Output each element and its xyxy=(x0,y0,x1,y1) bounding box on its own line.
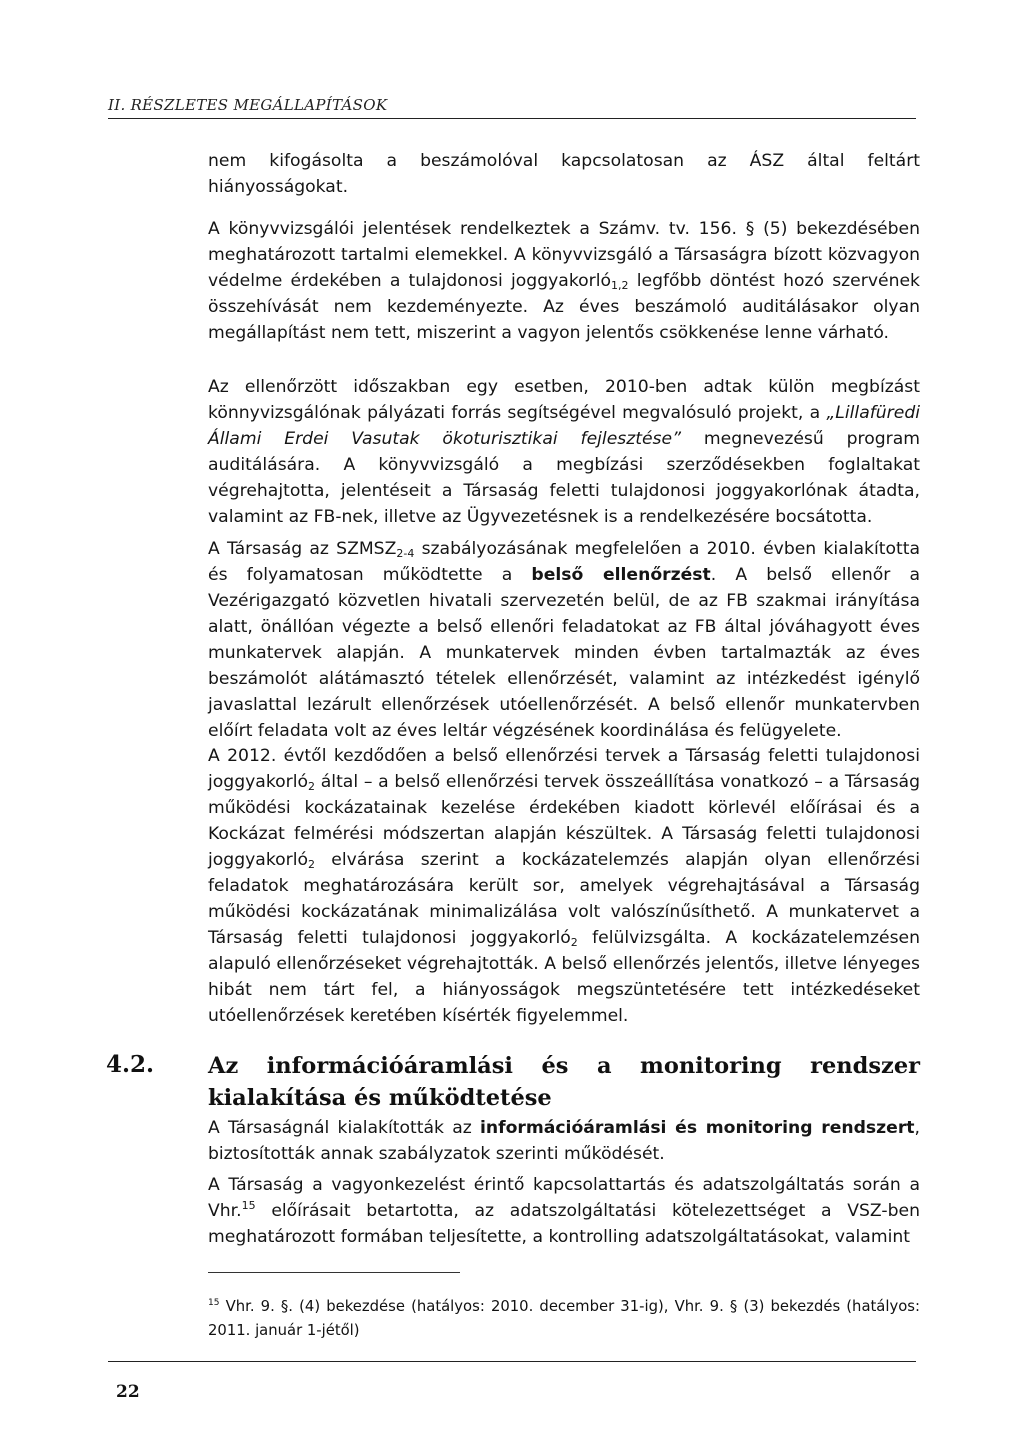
paragraph-text: legfőbb döntést hozó szervének összehívását nem kezdeményezte. Az éves beszámoló auditálásakor olyan megállapítást nem tett, miszerint a vagyon jelentős csökkenése lenne várható. xyxy=(208,271,920,343)
footnote-text: Vhr. 9. §. (4) bekezdése (hatályos: 2010. december 31-ig), Vhr. 9. § (3) bekezdés (hatályos: 2011. január 1-jétől) xyxy=(208,1298,920,1339)
project-name: „Lillafüredi Állami Erdei Vasutak ökoturisztikai fejlesztése” xyxy=(208,403,920,449)
footnote-marker: 15 xyxy=(208,1298,220,1308)
section-number: 4.2. xyxy=(106,1051,155,1078)
paragraph-text: A Társaság a vagyonkezelést érintő kapcsolattartás és adatszolgáltatás során a Vhr. xyxy=(208,1175,920,1221)
bold-term: belső ellenőrzést xyxy=(531,565,711,585)
footnote xyxy=(208,1295,920,1343)
paragraph-text: által – a belső ellenőrzési tervek összeállítása vonatkozó – a Társaság működési kockázatainak kezelése érdekében kiadott körlevél előírásai és a Kockázat felmérési módszertan alapján készültek. A Társaság feletti tulajdonosi joggyakorló xyxy=(208,772,920,870)
paragraph-text: A 2012. évtől kezdődően a belső ellenőrzési tervek a Társaság feletti tulajdonosi joggyakorló xyxy=(208,746,920,792)
paragraph-3 xyxy=(208,374,920,530)
paragraph-text: előírásait betartotta, az adatszolgáltatási kötelezettséget a VSZ-ben meghatározott formában teljesítette, a kontrolling adatszolgáltatásokat, valamint xyxy=(208,1201,920,1247)
paragraph-text: . A belső ellenőr a Vezérigazgató közvetlen hivatali szervezetén belül, de az FB szakmai irányítása alatt, önállóan végezte a belső ellenőri feladatokat az FB által jóváhagyott éves munkatervek alapján. A munkatervek minden évben tartalmazták az éves beszámolót alátámasztó tételek ellenőrzését, valamint az intézkedést igénylő javaslattal lezárult ellenőrzések utóellenőrzését. A belső ellenőr munkatervben előírt feladata volt az éves leltár végzésének koordinálása és felügyelete. xyxy=(208,565,921,741)
paragraph-6 xyxy=(208,1115,920,1167)
paragraph-4 xyxy=(208,536,920,744)
subscript-ref: 2-4 xyxy=(396,547,415,560)
subscript-ref: 2 xyxy=(570,936,578,949)
page-number: 22 xyxy=(116,1382,140,1402)
subscript-ref: 2 xyxy=(308,858,316,871)
paragraph-text: felülvizsgálta. A kockázatelemzésen alapuló ellenőrzéseket végrehajtották. A belső ellenőrzés jelentős, illetve lényeges hibát nem tárt fel, a hiányosságok megszüntetésére tett intézkedéseket utóellenőrzések keretében kísérték figyelemmel. xyxy=(208,928,920,1026)
paragraph-7 xyxy=(208,1172,920,1250)
paragraph-1 xyxy=(208,148,920,200)
paragraph-text: A könyvvizsgálói jelentések rendelkeztek a Számv. tv. 156. § (5) bekezdésében meghatározott tartalmi elemekkel. A könyvvizsgáló a Társaságra bízott közvagyon védelme érdekében a tulajdonosi joggyakorló xyxy=(208,219,920,291)
header-divider xyxy=(108,118,916,119)
paragraph-text: Az ellenőrzött időszakban egy esetben, 2010-ben adtak külön megbízást könnyvizsgálónak pályázati forrás segítségével megvalósuló projekt, a xyxy=(208,377,920,423)
paragraph-text: nem kifogásolta a beszámolóval kapcsolatosan az ÁSZ által feltárt hiányosságokat. xyxy=(208,151,920,197)
paragraph-text: A Társaság az SZMSZ xyxy=(208,539,397,559)
paragraph-text: A Társaságnál kialakították az xyxy=(208,1118,480,1138)
running-head: II. RÉSZLETES MEGÁLLAPÍTÁSOK xyxy=(108,96,388,114)
footnote-ref: 15 xyxy=(241,1199,256,1212)
footnote-divider xyxy=(208,1272,460,1273)
paragraph-2 xyxy=(208,216,920,346)
bold-term: információáramlási és monitoring rendszert xyxy=(479,1118,915,1138)
paragraph-text: elvárása szerint a kockázatelemzés alapján olyan ellenőrzési feladatok meghatározására került sor, amelyek végrehajtásával a Társaság működési kockázatának minimalizálása volt valószínűsíthető. A munkatervet a Társaság feletti tulajdonosi joggyakorló xyxy=(208,850,920,948)
footer-divider xyxy=(108,1361,916,1362)
subscript-ref: 1,2 xyxy=(611,279,629,292)
paragraph-text: szabályozásának megfelelően a 2010. évben kialakította és folyamatosan működtette a xyxy=(208,539,920,585)
paragraph-5 xyxy=(208,743,920,1029)
subscript-ref: 2 xyxy=(308,780,316,793)
section-title: Az információáramlási és a monitoring rendszer kialakítása és működtetése xyxy=(208,1053,920,1111)
paragraph-text: , biztosították annak szabályzatok szerinti működését. xyxy=(208,1118,920,1164)
paragraph-text: megnevezésű program auditálására. A könyvvizsgáló a megbízási szerződésekben foglaltakat végrehajtotta, jelentéseit a Társaság feletti tulajdonosi joggyakorlónak átadta, valamint az FB-nek, illetve az Ügyvezetésnek is a rendelkezésére bocsátotta. xyxy=(208,429,920,527)
